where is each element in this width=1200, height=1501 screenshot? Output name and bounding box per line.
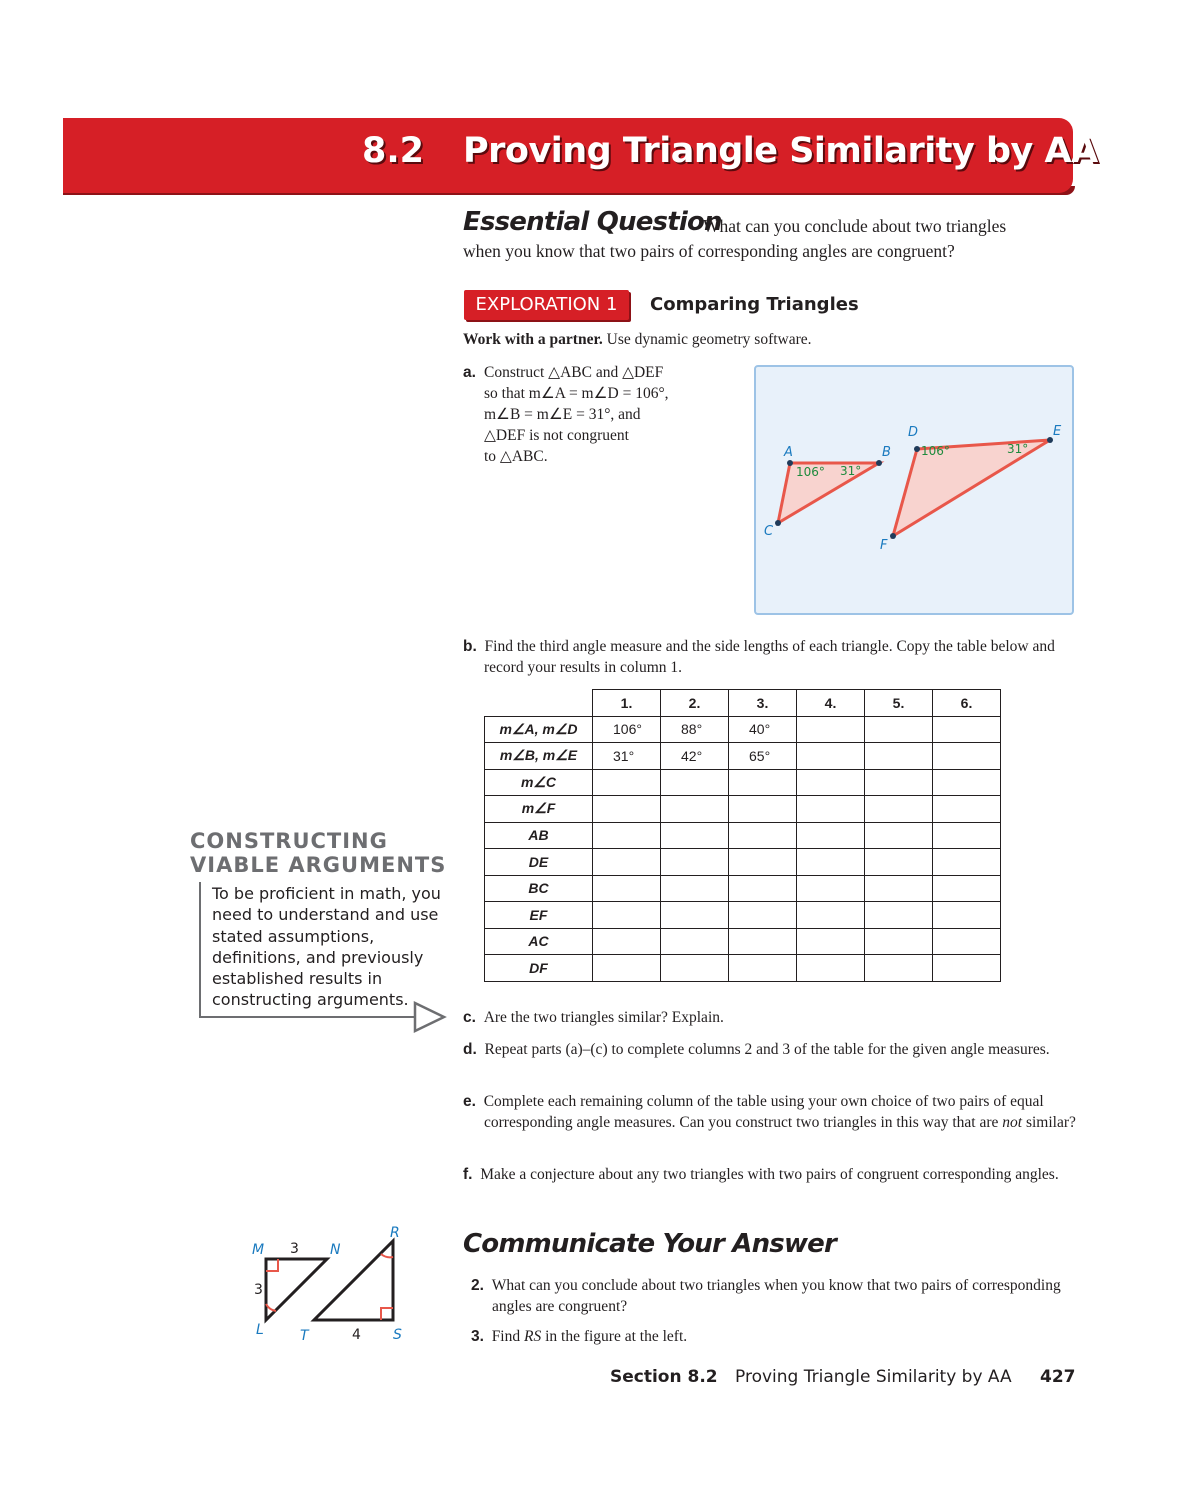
angle-b-label: 31°: [840, 464, 862, 478]
table-cell: 31°: [593, 743, 661, 770]
sidebar-title: [190, 829, 446, 877]
table-cell: [729, 902, 797, 929]
table-row-header: m∠B, m∠E: [485, 743, 593, 770]
table-cell: [661, 875, 729, 902]
triangle-abc: [778, 463, 879, 523]
table-cell: [865, 928, 933, 955]
table-cell: [661, 955, 729, 982]
table-cell: [661, 849, 729, 876]
section-title: Proving Triangle Similarity by AA: [463, 131, 1098, 171]
table-cell: [593, 849, 661, 876]
exploration-tag: EXPLORATION 1: [464, 290, 629, 320]
table-cell: [933, 849, 1001, 876]
part-c-label: c.: [463, 1009, 476, 1026]
table-cell: [865, 902, 933, 929]
right-angle-mark-m: [266, 1259, 278, 1271]
question-2: [471, 1275, 1092, 1317]
label-b: B: [882, 445, 891, 460]
table-cell: [729, 769, 797, 796]
question-3-emphasis: RS: [524, 1328, 542, 1345]
table-cell: [797, 928, 865, 955]
table-cell: [797, 902, 865, 929]
table-cell: [797, 716, 865, 743]
question-3-text: Find: [491, 1328, 524, 1345]
table-cell: [865, 849, 933, 876]
table-cell: [865, 743, 933, 770]
table-row-header: DE: [485, 849, 593, 876]
table-cell: [661, 928, 729, 955]
table-row-header: AC: [485, 928, 593, 955]
part-e: [463, 1091, 1104, 1133]
table-cell: [729, 928, 797, 955]
point-d: [914, 446, 920, 452]
table-row: [485, 928, 1001, 955]
table-cell: [865, 769, 933, 796]
table-cell: [593, 955, 661, 982]
table-row: [485, 955, 1001, 982]
table-cell: [865, 875, 933, 902]
sidebar-text: To be proficient in math, you need to understand and use stated assumptions, definitions, and previously established results in constructing arguments.: [212, 884, 441, 1010]
table-row: [485, 902, 1001, 929]
part-b: [463, 636, 1084, 678]
table-cell: [729, 822, 797, 849]
label-r: R: [390, 1225, 400, 1241]
table-cell: [593, 875, 661, 902]
table-cell: 40°: [729, 716, 797, 743]
table-cell: [661, 769, 729, 796]
point-c: [775, 520, 781, 526]
part-c: [463, 1007, 1084, 1028]
part-d-text: Repeat parts (a)–(c) to complete columns 2 and 3 of the table for the given angle measures.: [484, 1041, 1050, 1058]
table-cell: [865, 955, 933, 982]
part-f: [463, 1164, 1104, 1185]
essential-question-text-1: What can you conclude about two triangles: [703, 216, 1007, 236]
triangles-svg: [756, 367, 1072, 613]
table-cell: [661, 822, 729, 849]
part-a-line: to △ABC.: [484, 448, 548, 465]
question-3-text-end: in the figure at the left.: [541, 1328, 688, 1345]
table-col-header: 6.: [933, 690, 1001, 717]
right-angle-mark-s: [381, 1308, 393, 1320]
point-a: [787, 460, 793, 466]
table-cell: [933, 769, 1001, 796]
table-row-header: BC: [485, 875, 593, 902]
table-row-header: DF: [485, 955, 593, 982]
table-row-header: EF: [485, 902, 593, 929]
part-e-label: e.: [463, 1093, 476, 1110]
table-cell: [729, 796, 797, 823]
part-e-text-end: similar?: [1022, 1114, 1076, 1131]
communicate-heading: Communicate Your Answer: [463, 1229, 837, 1259]
footer-section: Section 8.2: [610, 1367, 718, 1387]
table-cell: [933, 928, 1001, 955]
table-cell: [933, 716, 1001, 743]
table-col-header: 3.: [729, 690, 797, 717]
question-3-number: 3.: [471, 1328, 484, 1345]
angle-e-label: 31°: [1007, 442, 1029, 456]
label-m: M: [252, 1242, 265, 1258]
table-cell: [797, 849, 865, 876]
part-a-label: a.: [463, 364, 476, 381]
table-row: [485, 743, 1001, 770]
label-n: N: [330, 1242, 341, 1258]
table-cell: [797, 769, 865, 796]
table-cell: [933, 796, 1001, 823]
table-cell: [933, 743, 1001, 770]
table-row-header: AB: [485, 822, 593, 849]
table-row-header: m∠A, m∠D: [485, 716, 593, 743]
table-cell: [797, 796, 865, 823]
part-f-text: Make a conjecture about any two triangles with two pairs of congruent corresponding angles.: [480, 1166, 1059, 1183]
table-cell: [593, 796, 661, 823]
table-cell: [933, 902, 1001, 929]
table-cell: [865, 796, 933, 823]
table-cell: [593, 928, 661, 955]
table-cell: [661, 902, 729, 929]
table-cell: [933, 955, 1001, 982]
table-cell: [865, 716, 933, 743]
label-d: D: [908, 425, 919, 440]
part-f-label: f.: [463, 1166, 473, 1183]
table-corner: [485, 690, 593, 717]
table-cell: [729, 875, 797, 902]
label-t: T: [300, 1328, 309, 1344]
table-cell: 88°: [661, 716, 729, 743]
table-row: [485, 849, 1001, 876]
right-triangles-figure: [248, 1224, 413, 1346]
point-b: [876, 460, 882, 466]
table-header-row: [485, 690, 1001, 717]
table-cell: [593, 902, 661, 929]
work-instruction: [463, 331, 812, 349]
part-e-text: Complete each remaining column of the table using your own choice of two pairs of equal corresponding angle measures. Can you construct two triangles in this way that are: [483, 1093, 1044, 1131]
point-f: [890, 533, 896, 539]
table-cell: [865, 822, 933, 849]
footer-title: Proving Triangle Similarity by AA: [735, 1367, 1012, 1387]
work-instruction-bold: Work with a partner.: [463, 331, 603, 348]
part-a-line: m∠B = m∠E = 31°, and: [484, 406, 641, 423]
table-cell: [797, 955, 865, 982]
table-cell: [797, 743, 865, 770]
question-2-text: What can you conclude about two triangles when you know that two pairs of corresponding angles are congruent?: [491, 1277, 1061, 1315]
table-cell: 106°: [593, 716, 661, 743]
label-l: L: [256, 1322, 264, 1338]
table-cell: [933, 875, 1001, 902]
sidebar-title-line1: CONSTRUCTING: [190, 829, 388, 853]
essential-question-text-2: when you know that two pairs of corresponding angles are congruent?: [463, 241, 955, 261]
part-b-text: Find the third angle measure and the side lengths of each triangle. Copy the table below and record your results in column 1.: [484, 638, 1055, 676]
part-a-line: Construct △ABC and △DEF: [484, 364, 664, 381]
length-mn: 3: [290, 1241, 299, 1257]
question-2-number: 2.: [471, 1277, 484, 1294]
label-c: C: [764, 524, 774, 539]
part-c-text: Are the two triangles similar? Explain.: [483, 1009, 724, 1026]
label-f: F: [880, 538, 888, 553]
table-row: [485, 796, 1001, 823]
angle-mark-r: [381, 1254, 393, 1257]
question-3: [471, 1326, 1092, 1347]
length-lm: 3: [254, 1282, 263, 1298]
table-col-header: 5.: [865, 690, 933, 717]
table-cell: [593, 769, 661, 796]
part-d: [463, 1039, 1084, 1060]
triangles-figure: [754, 365, 1074, 615]
label-s: S: [393, 1327, 402, 1343]
part-a-line: so that m∠A = m∠D = 106°,: [484, 385, 669, 402]
table-cell: [729, 955, 797, 982]
table-cell: [797, 822, 865, 849]
table-col-header: 2.: [661, 690, 729, 717]
sidebar-title-line2: VIABLE ARGUMENTS: [190, 853, 447, 877]
table-cell: [797, 875, 865, 902]
table-cell: [661, 796, 729, 823]
essential-question-heading: Essential Question: [463, 207, 722, 237]
table-cell: [593, 822, 661, 849]
part-e-emphasis: not: [1002, 1114, 1023, 1131]
table-row: [485, 716, 1001, 743]
part-b-label: b.: [463, 638, 477, 655]
part-a: [463, 362, 723, 467]
page-number: 427: [1040, 1367, 1076, 1387]
part-d-label: d.: [463, 1041, 477, 1058]
table-cell: [933, 822, 1001, 849]
angle-side-table: [484, 689, 1001, 982]
table-row: [485, 822, 1001, 849]
table-cell: 42°: [661, 743, 729, 770]
angle-a-label: 106°: [796, 465, 825, 479]
exploration-title: Comparing Triangles: [650, 294, 859, 315]
table-row-header: m∠C: [485, 769, 593, 796]
label-e: E: [1053, 424, 1062, 439]
table-row-header: m∠F: [485, 796, 593, 823]
length-ts: 4: [352, 1327, 361, 1343]
table-row: [485, 769, 1001, 796]
table-row: [485, 875, 1001, 902]
section-number: 8.2: [362, 131, 425, 171]
part-a-line: △DEF is not congruent: [484, 427, 629, 444]
work-instruction-text: Use dynamic geometry software.: [606, 331, 812, 348]
table-cell: [729, 849, 797, 876]
table-cell: 65°: [729, 743, 797, 770]
label-a: A: [784, 445, 793, 460]
table-col-header: 4.: [797, 690, 865, 717]
angle-d-label: 106°: [921, 444, 950, 458]
table-col-header: 1.: [593, 690, 661, 717]
